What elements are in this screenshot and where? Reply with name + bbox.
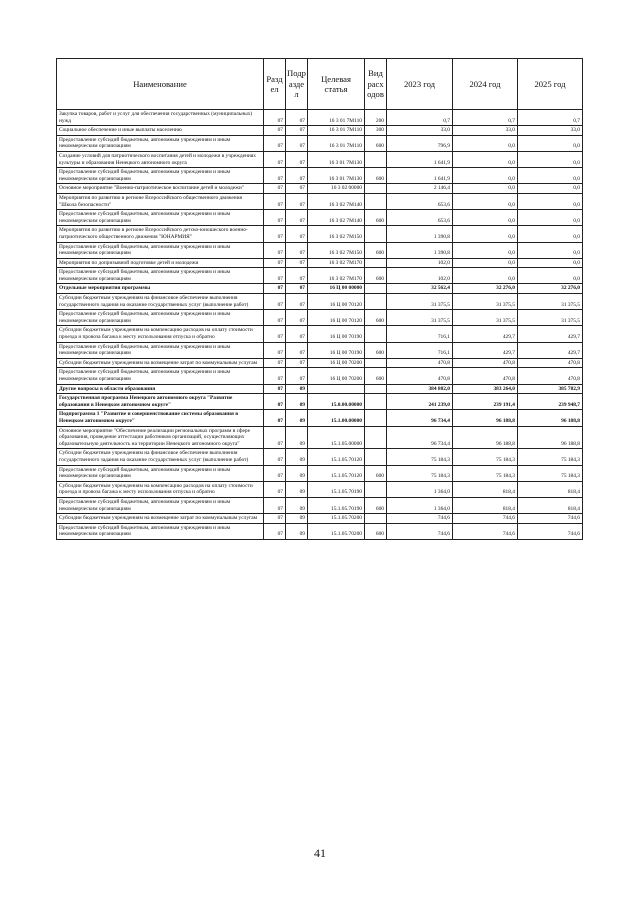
cell-2023: 33,0 bbox=[387, 126, 453, 136]
cell-2023: 31 375,5 bbox=[387, 310, 453, 326]
cell-statya: 15.1.05.00000 bbox=[308, 426, 365, 449]
cell-podrazdel: 07 bbox=[286, 210, 308, 226]
cell-podrazdel: 07 bbox=[286, 258, 308, 268]
cell-2025: 0,0 bbox=[518, 135, 583, 151]
cell-name: Закупка товаров, работ и услуг для обеспечения государственных (муниципальных) нужд bbox=[57, 110, 264, 126]
cell-podrazdel: 07 bbox=[286, 326, 308, 342]
table-row bbox=[57, 310, 583, 326]
cell-name: Предоставление субсидий бюджетным, автономным учреждениям и иным некоммерческим организациям bbox=[57, 310, 264, 326]
cell-statya: 15.1.05.70120 bbox=[308, 449, 365, 465]
cell-2023: 32 562,4 bbox=[387, 284, 453, 294]
cell-statya: 15.1.05.70120 bbox=[308, 465, 365, 481]
cell-2025: 32 276,0 bbox=[518, 284, 583, 294]
table-row bbox=[57, 426, 583, 449]
cell-2023: 96 734,4 bbox=[387, 410, 453, 426]
cell-2024: 96 188,8 bbox=[453, 426, 518, 449]
cell-2024: 0,0 bbox=[453, 168, 518, 184]
cell-podrazdel: 07 bbox=[286, 126, 308, 136]
cell-2023: 744,6 bbox=[387, 514, 453, 524]
cell-2024: 0,0 bbox=[453, 135, 518, 151]
cell-podrazdel: 07 bbox=[286, 284, 308, 294]
cell-name: Основное мероприятие "Военно-патриотическое воспитание детей и молодежи" bbox=[57, 184, 264, 194]
cell-razdel: 07 bbox=[264, 294, 286, 310]
cell-statya: 16 3 01 7М110 bbox=[308, 126, 365, 136]
cell-razdel: 07 bbox=[264, 384, 286, 394]
cell-name: Предоставление субсидий бюджетным, автономным учреждениям и иным некоммерческим организациям bbox=[57, 242, 264, 258]
cell-2025: 239 948,7 bbox=[518, 394, 583, 410]
cell-podrazdel: 09 bbox=[286, 497, 308, 513]
cell-name: Предоставление субсидий бюджетным, автономным учреждениям и иным некоммерческим организациям bbox=[57, 368, 264, 384]
cell-2024: 470,8 bbox=[453, 368, 518, 384]
cell-2024: 96 188,8 bbox=[453, 410, 518, 426]
cell-podrazdel: 07 bbox=[286, 184, 308, 194]
table-row bbox=[57, 449, 583, 465]
header-2025: 2025 год bbox=[518, 59, 583, 110]
cell-name: Предоставление субсидий бюджетным, автономным учреждениям и иным некоммерческим организациям bbox=[57, 342, 264, 358]
table-row bbox=[57, 368, 583, 384]
table-row bbox=[57, 294, 583, 310]
table-row bbox=[57, 523, 583, 539]
cell-razdel: 07 bbox=[264, 326, 286, 342]
cell-vid bbox=[365, 326, 387, 342]
cell-vid bbox=[365, 394, 387, 410]
cell-2025: 0,0 bbox=[518, 193, 583, 209]
cell-2024: 383 264,0 bbox=[453, 384, 518, 394]
cell-2024: 0,0 bbox=[453, 184, 518, 194]
cell-2023: 102,0 bbox=[387, 268, 453, 284]
cell-statya: 15.1.05.70190 bbox=[308, 497, 365, 513]
cell-2025: 470,8 bbox=[518, 368, 583, 384]
cell-statya: 16 3 02 00000 bbox=[308, 184, 365, 194]
cell-vid: 600 bbox=[365, 168, 387, 184]
cell-statya: 16 Ц 00 70190 bbox=[308, 326, 365, 342]
cell-2025: 429,7 bbox=[518, 326, 583, 342]
table-row bbox=[57, 184, 583, 194]
cell-name: Субсидии бюджетным учреждениям на финансовое обеспечение выполнения государственного задания на оказание государственных услуг (выполнение работ) bbox=[57, 294, 264, 310]
cell-vid: 600 bbox=[365, 268, 387, 284]
cell-razdel: 07 bbox=[264, 135, 286, 151]
cell-razdel: 07 bbox=[264, 193, 286, 209]
cell-name: Отдельные мероприятия программы bbox=[57, 284, 264, 294]
cell-name: Предоставление субсидий бюджетным, автономным учреждениям и иным некоммерческим организациям bbox=[57, 210, 264, 226]
cell-vid bbox=[365, 449, 387, 465]
cell-podrazdel: 09 bbox=[286, 523, 308, 539]
table-row bbox=[57, 226, 583, 242]
cell-razdel: 07 bbox=[264, 242, 286, 258]
cell-name: Субсидии бюджетным учреждениям на возмещение затрат по коммунальным услугам bbox=[57, 514, 264, 524]
table-body bbox=[57, 110, 583, 540]
header-razdel: Разд ел bbox=[264, 59, 286, 110]
cell-podrazdel: 07 bbox=[286, 151, 308, 167]
cell-2025: 0,0 bbox=[518, 268, 583, 284]
cell-razdel: 07 bbox=[264, 310, 286, 326]
cell-name: Мероприятия по развитию в регионе Всероссийского детско-юношеского военно-патриотического общественного движения "ЮНАРМИЯ" bbox=[57, 226, 264, 242]
cell-2025: 0,0 bbox=[518, 210, 583, 226]
cell-2023: 1 364,0 bbox=[387, 481, 453, 497]
cell-vid: 600 bbox=[365, 523, 387, 539]
cell-statya: 15.1.05.70200 bbox=[308, 514, 365, 524]
cell-statya: 16 Ц 00 00000 bbox=[308, 284, 365, 294]
cell-razdel: 07 bbox=[264, 210, 286, 226]
cell-name: Социальное обеспечение и иные выплаты населению bbox=[57, 126, 264, 136]
table-header-row bbox=[57, 59, 583, 110]
cell-razdel: 07 bbox=[264, 410, 286, 426]
table-row bbox=[57, 465, 583, 481]
cell-2023: 2 146,4 bbox=[387, 184, 453, 194]
cell-2024: 0,0 bbox=[453, 193, 518, 209]
cell-2025: 75 184,3 bbox=[518, 449, 583, 465]
cell-name: Мероприятия по развитию в регионе Всероссийского общественного движения "Школа безопасности" bbox=[57, 193, 264, 209]
cell-2023: 1 364,0 bbox=[387, 497, 453, 513]
cell-statya bbox=[308, 384, 365, 394]
cell-podrazdel: 09 bbox=[286, 449, 308, 465]
cell-statya: 16 Ц 00 70200 bbox=[308, 358, 365, 368]
cell-2024: 75 184,3 bbox=[453, 465, 518, 481]
cell-2025: 385 782,9 bbox=[518, 384, 583, 394]
budget-table-container bbox=[56, 58, 582, 540]
table-row bbox=[57, 193, 583, 209]
cell-2025: 818,4 bbox=[518, 497, 583, 513]
table-row bbox=[57, 514, 583, 524]
cell-2025: 0,0 bbox=[518, 184, 583, 194]
cell-2023: 96 734,4 bbox=[387, 426, 453, 449]
cell-2024: 0,0 bbox=[453, 210, 518, 226]
cell-vid bbox=[365, 426, 387, 449]
cell-statya: 16 Ц 00 70120 bbox=[308, 294, 365, 310]
cell-2023: 470,8 bbox=[387, 368, 453, 384]
cell-razdel: 07 bbox=[264, 465, 286, 481]
table-row bbox=[57, 481, 583, 497]
cell-2023: 653,6 bbox=[387, 210, 453, 226]
table-row bbox=[57, 168, 583, 184]
header-name: Наименование bbox=[57, 59, 264, 110]
cell-2025: 0,0 bbox=[518, 258, 583, 268]
cell-statya: 15.1.00.00000 bbox=[308, 410, 365, 426]
cell-2024: 33,0 bbox=[453, 126, 518, 136]
cell-2024: 744,6 bbox=[453, 514, 518, 524]
cell-vid bbox=[365, 226, 387, 242]
cell-razdel: 07 bbox=[264, 258, 286, 268]
cell-2023: 1 390,8 bbox=[387, 242, 453, 258]
table-row bbox=[57, 110, 583, 126]
cell-podrazdel: 07 bbox=[286, 294, 308, 310]
cell-statya: 16 Ц 00 70200 bbox=[308, 368, 365, 384]
table-row bbox=[57, 358, 583, 368]
cell-vid bbox=[365, 284, 387, 294]
cell-vid bbox=[365, 258, 387, 268]
cell-2023: 31 375,5 bbox=[387, 294, 453, 310]
cell-vid: 600 bbox=[365, 210, 387, 226]
cell-2024: 429,7 bbox=[453, 326, 518, 342]
cell-2025: 744,6 bbox=[518, 514, 583, 524]
cell-statya: 16 3 02 7М140 bbox=[308, 210, 365, 226]
cell-vid: 600 bbox=[365, 310, 387, 326]
cell-2024: 0,0 bbox=[453, 226, 518, 242]
cell-2023: 75 184,3 bbox=[387, 449, 453, 465]
cell-name: Государственная программа Ненецкого автономного округа "Развитие образования в Ненецком автономном округе" bbox=[57, 394, 264, 410]
table-row bbox=[57, 210, 583, 226]
cell-name: Создание условий для патриотического воспитания детей и молодежи в учреждениях культуры и образования Ненецкого автономного округа bbox=[57, 151, 264, 167]
cell-2025: 75 184,3 bbox=[518, 465, 583, 481]
cell-2025: 818,4 bbox=[518, 481, 583, 497]
cell-2024: 31 375,5 bbox=[453, 294, 518, 310]
cell-statya: 15.1.05.70190 bbox=[308, 481, 365, 497]
cell-statya: 16 3 01 7М110 bbox=[308, 135, 365, 151]
table-row bbox=[57, 342, 583, 358]
cell-2025: 429,7 bbox=[518, 342, 583, 358]
cell-podrazdel: 07 bbox=[286, 110, 308, 126]
cell-2025: 31 375,5 bbox=[518, 294, 583, 310]
cell-name: Предоставление субсидий бюджетным, автономным учреждениям и иным некоммерческим организациям bbox=[57, 523, 264, 539]
budget-table bbox=[56, 58, 583, 540]
cell-razdel: 07 bbox=[264, 497, 286, 513]
cell-vid: 300 bbox=[365, 126, 387, 136]
cell-2024: 0,0 bbox=[453, 268, 518, 284]
header-podrazdel: Подр азде л bbox=[286, 59, 308, 110]
table-row bbox=[57, 151, 583, 167]
cell-vid bbox=[365, 514, 387, 524]
cell-2024: 818,4 bbox=[453, 497, 518, 513]
cell-podrazdel: 07 bbox=[286, 226, 308, 242]
cell-razdel: 07 bbox=[264, 110, 286, 126]
cell-vid bbox=[365, 294, 387, 310]
cell-2025: 0,0 bbox=[518, 151, 583, 167]
cell-podrazdel: 07 bbox=[286, 368, 308, 384]
cell-vid bbox=[365, 193, 387, 209]
cell-2025: 96 188,8 bbox=[518, 410, 583, 426]
cell-razdel: 07 bbox=[264, 126, 286, 136]
cell-2023: 470,8 bbox=[387, 358, 453, 368]
cell-name: Субсидии бюджетным учреждениям на компенсацию расходов на оплату стоимости проезда и провоза багажа к месту использования отпуска и обратно bbox=[57, 326, 264, 342]
cell-razdel: 07 bbox=[264, 394, 286, 410]
cell-name: Субсидии бюджетным учреждениям на компенсацию расходов на оплату стоимости проезда и провоза багажа к месту использования отпуска и обратно bbox=[57, 481, 264, 497]
cell-podrazdel: 07 bbox=[286, 268, 308, 284]
cell-2024: 0,0 bbox=[453, 258, 518, 268]
cell-vid bbox=[365, 384, 387, 394]
cell-2024: 75 184,3 bbox=[453, 449, 518, 465]
cell-2023: 75 184,3 bbox=[387, 465, 453, 481]
cell-podrazdel: 09 bbox=[286, 410, 308, 426]
cell-2025: 0,0 bbox=[518, 242, 583, 258]
cell-name: Основное мероприятие "Обеспечение реализации региональных программ в сфере образования, проведение аттестации работников организаций, осуществляющих образовательную деятельность на территории Ненецкого автономного округа" bbox=[57, 426, 264, 449]
cell-2024: 818,4 bbox=[453, 481, 518, 497]
cell-podrazdel: 07 bbox=[286, 135, 308, 151]
cell-razdel: 07 bbox=[264, 184, 286, 194]
cell-name: Субсидии бюджетным учреждениям на финансовое обеспечение выполнения государственного задания на оказание государственных услуг (выполнение работ) bbox=[57, 449, 264, 465]
table-row bbox=[57, 126, 583, 136]
cell-razdel: 07 bbox=[264, 449, 286, 465]
cell-2023: 653,6 bbox=[387, 193, 453, 209]
cell-2024: 31 375,5 bbox=[453, 310, 518, 326]
cell-podrazdel: 07 bbox=[286, 358, 308, 368]
page-number: 41 bbox=[314, 846, 326, 860]
header-2023: 2023 год bbox=[387, 59, 453, 110]
cell-statya: 16 3 02 7М140 bbox=[308, 193, 365, 209]
cell-name: Другие вопросы в области образования bbox=[57, 384, 264, 394]
table-row bbox=[57, 268, 583, 284]
cell-razdel: 07 bbox=[264, 523, 286, 539]
table-row bbox=[57, 135, 583, 151]
cell-2025: 0,0 bbox=[518, 168, 583, 184]
cell-2025: 744,6 bbox=[518, 523, 583, 539]
cell-vid: 200 bbox=[365, 110, 387, 126]
table-row bbox=[57, 394, 583, 410]
cell-razdel: 07 bbox=[264, 284, 286, 294]
cell-razdel: 07 bbox=[264, 368, 286, 384]
cell-vid: 600 bbox=[365, 135, 387, 151]
cell-2024: 32 276,0 bbox=[453, 284, 518, 294]
cell-2023: 1 641,9 bbox=[387, 151, 453, 167]
cell-razdel: 07 bbox=[264, 168, 286, 184]
cell-statya: 16 Ц 00 70190 bbox=[308, 342, 365, 358]
cell-2024: 239 191,4 bbox=[453, 394, 518, 410]
table-row bbox=[57, 284, 583, 294]
cell-vid bbox=[365, 410, 387, 426]
cell-2023: 1 641,9 bbox=[387, 168, 453, 184]
cell-podrazdel: 07 bbox=[286, 342, 308, 358]
cell-podrazdel: 07 bbox=[286, 242, 308, 258]
cell-statya: 16 3 02 7М150 bbox=[308, 242, 365, 258]
cell-2023: 384 802,0 bbox=[387, 384, 453, 394]
cell-2024: 0,0 bbox=[453, 151, 518, 167]
cell-name: Предоставление субсидий бюджетным, автономным учреждениям и иным некоммерческим организациям bbox=[57, 268, 264, 284]
cell-razdel: 07 bbox=[264, 268, 286, 284]
cell-2024: 470,8 bbox=[453, 358, 518, 368]
cell-vid: 600 bbox=[365, 342, 387, 358]
cell-2023: 796,9 bbox=[387, 135, 453, 151]
header-statya: Целевая статья bbox=[308, 59, 365, 110]
cell-statya: 16 3 02 7М170 bbox=[308, 258, 365, 268]
cell-name: Предоставление субсидий бюджетным, автономным учреждениям и иным некоммерческим организациям bbox=[57, 497, 264, 513]
table-row bbox=[57, 242, 583, 258]
cell-statya: 16 Ц 00 70120 bbox=[308, 310, 365, 326]
cell-razdel: 07 bbox=[264, 481, 286, 497]
cell-name: Предоставление субсидий бюджетным, автономным учреждениям и иным некоммерческим организациям bbox=[57, 135, 264, 151]
cell-2024: 744,6 bbox=[453, 523, 518, 539]
cell-2025: 96 188,8 bbox=[518, 426, 583, 449]
cell-2025: 33,0 bbox=[518, 126, 583, 136]
cell-statya: 16 3 02 7М150 bbox=[308, 226, 365, 242]
cell-podrazdel: 09 bbox=[286, 465, 308, 481]
header-2024: 2024 год bbox=[453, 59, 518, 110]
cell-name: Предоставление субсидий бюджетным, автономным учреждениям и иным некоммерческим организациям bbox=[57, 465, 264, 481]
cell-statya: 16 3 01 7М130 bbox=[308, 168, 365, 184]
cell-vid: 600 bbox=[365, 465, 387, 481]
cell-vid bbox=[365, 151, 387, 167]
table-row bbox=[57, 410, 583, 426]
table-row bbox=[57, 497, 583, 513]
table-row bbox=[57, 384, 583, 394]
cell-2023: 716,1 bbox=[387, 326, 453, 342]
cell-2024: 0,7 bbox=[453, 110, 518, 126]
cell-statya: 16 3 01 7М110 bbox=[308, 110, 365, 126]
cell-2025: 31 375,5 bbox=[518, 310, 583, 326]
cell-2024: 0,0 bbox=[453, 242, 518, 258]
cell-razdel: 07 bbox=[264, 226, 286, 242]
cell-vid: 600 bbox=[365, 497, 387, 513]
cell-name: Предоставление субсидий бюджетным, автономным учреждениям и иным некоммерческим организациям bbox=[57, 168, 264, 184]
cell-podrazdel: 09 bbox=[286, 481, 308, 497]
cell-2023: 1 390,8 bbox=[387, 226, 453, 242]
cell-name: Мероприятия по допризывной подготовке детей и молодежи bbox=[57, 258, 264, 268]
cell-2023: 241 239,0 bbox=[387, 394, 453, 410]
table-row bbox=[57, 258, 583, 268]
cell-name: Подпрограмма 1 "Развитие и совершенствование системы образования в Ненецком автономном округе" bbox=[57, 410, 264, 426]
cell-podrazdel: 09 bbox=[286, 394, 308, 410]
cell-vid bbox=[365, 481, 387, 497]
cell-podrazdel: 09 bbox=[286, 426, 308, 449]
cell-vid: 600 bbox=[365, 368, 387, 384]
header-vid: Вид расх одов bbox=[365, 59, 387, 110]
cell-2025: 470,8 bbox=[518, 358, 583, 368]
cell-statya: 16 3 01 7М130 bbox=[308, 151, 365, 167]
cell-2023: 0,7 bbox=[387, 110, 453, 126]
cell-name: Субсидии бюджетным учреждениям на возмещение затрат по коммунальным услугам bbox=[57, 358, 264, 368]
cell-razdel: 07 bbox=[264, 514, 286, 524]
cell-podrazdel: 09 bbox=[286, 514, 308, 524]
cell-vid bbox=[365, 184, 387, 194]
cell-podrazdel: 07 bbox=[286, 168, 308, 184]
cell-2023: 716,1 bbox=[387, 342, 453, 358]
cell-razdel: 07 bbox=[264, 151, 286, 167]
cell-statya: 16 3 02 7М170 bbox=[308, 268, 365, 284]
cell-podrazdel: 07 bbox=[286, 193, 308, 209]
cell-2023: 744,6 bbox=[387, 523, 453, 539]
cell-statya: 15.1.05.70200 bbox=[308, 523, 365, 539]
cell-podrazdel: 07 bbox=[286, 310, 308, 326]
cell-razdel: 07 bbox=[264, 358, 286, 368]
cell-razdel: 07 bbox=[264, 342, 286, 358]
cell-2025: 0,0 bbox=[518, 226, 583, 242]
cell-statya: 15.0.00.00000 bbox=[308, 394, 365, 410]
table-row bbox=[57, 326, 583, 342]
cell-podrazdel: 09 bbox=[286, 384, 308, 394]
cell-2025: 0,7 bbox=[518, 110, 583, 126]
cell-2024: 429,7 bbox=[453, 342, 518, 358]
cell-vid: 600 bbox=[365, 242, 387, 258]
cell-2023: 102,0 bbox=[387, 258, 453, 268]
cell-razdel: 07 bbox=[264, 426, 286, 449]
cell-vid bbox=[365, 358, 387, 368]
